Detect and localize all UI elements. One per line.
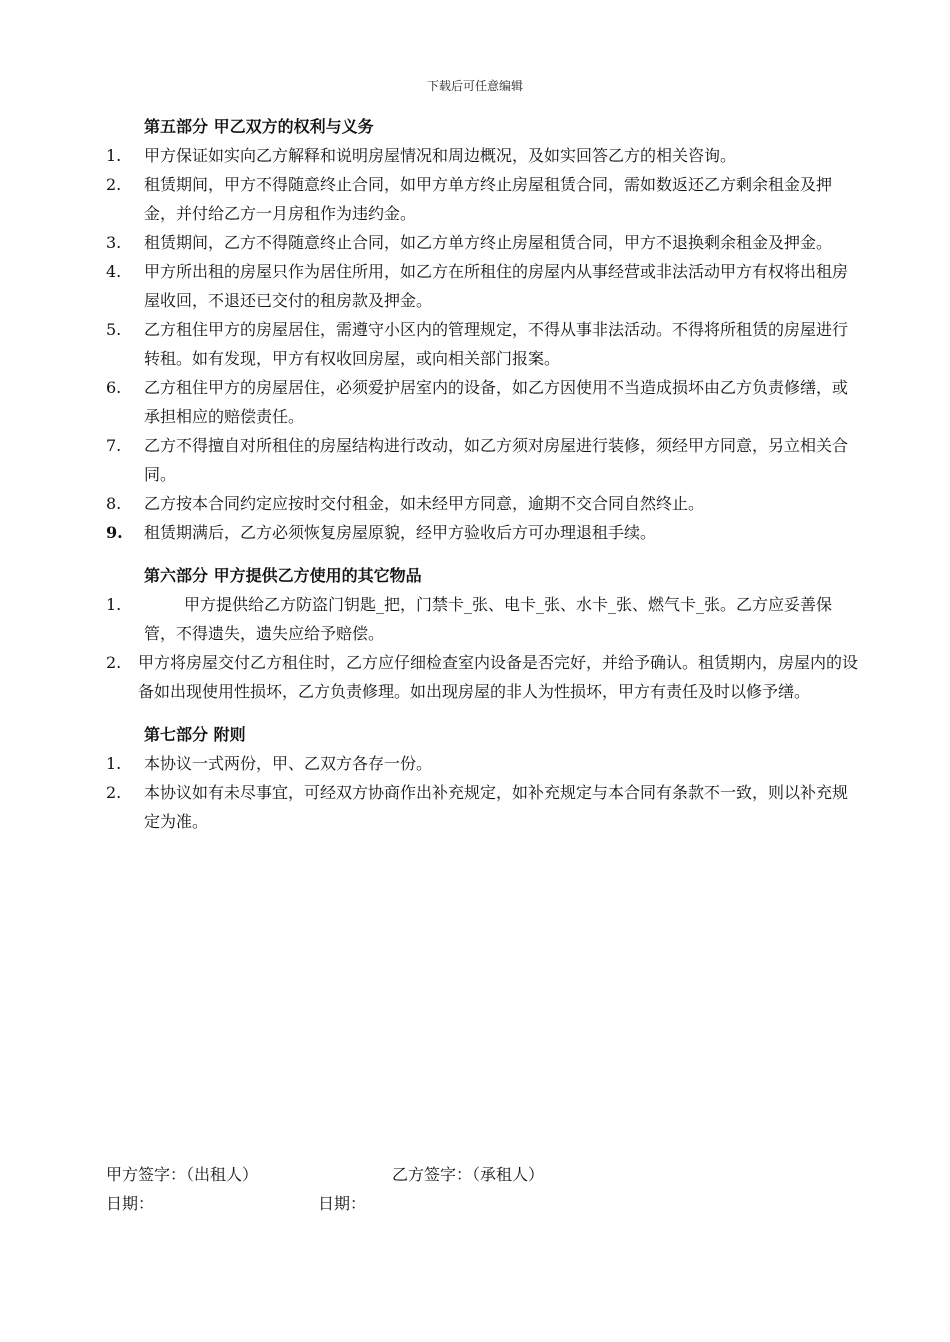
item-number: 1. bbox=[106, 146, 122, 165]
section-5-title: 第五部分 甲乙双方的权利与义务 bbox=[144, 117, 374, 136]
party-b-signature-label: 乙方签字：（承租人） bbox=[392, 1165, 545, 1184]
item-number: 2. bbox=[106, 653, 122, 672]
item-text: 甲方保证如实向乙方解释和说明房屋情况和周边概况，及如实回答乙方的相关咨询。 bbox=[144, 146, 737, 165]
item-text: 甲方所出租的房屋只作为居住所用，如乙方在所租住的房屋内从事经营或非法活动甲方有权将出租房屋收回，不退还已交付的租房款及押金。 bbox=[144, 262, 849, 310]
item-number: 4. bbox=[106, 262, 122, 281]
section-spacer bbox=[106, 547, 862, 561]
section-6-title: 第六部分 甲方提供乙方使用的其它物品 bbox=[144, 566, 422, 585]
item-number: 1. bbox=[106, 754, 122, 773]
list-item bbox=[106, 648, 862, 706]
item-number: 2. bbox=[106, 783, 122, 802]
party-b-date-label: 日期： bbox=[318, 1194, 367, 1213]
signature-block bbox=[106, 1160, 806, 1218]
list-item bbox=[106, 431, 862, 489]
list-item bbox=[106, 257, 862, 315]
item-number: 7. bbox=[106, 436, 122, 455]
date-row bbox=[106, 1189, 806, 1218]
party-a-date-label: 日期： bbox=[106, 1194, 155, 1213]
item-text: 甲方提供给乙方防盗门钥匙_把，门禁卡_张、电卡_张、水卡_张、燃气卡_张。乙方应妥善保管，不得遗失，遗失应给予赔偿。 bbox=[144, 595, 833, 643]
list-item bbox=[106, 141, 862, 170]
list-item bbox=[106, 170, 862, 228]
item-text: 本协议如有未尽事宜，可经双方协商作出补充规定，如补充规定与本合同有条款不一致，则以补充规定为准。 bbox=[144, 783, 849, 831]
section-spacer bbox=[106, 706, 862, 720]
item-text: 乙方不得擅自对所租住的房屋结构进行改动，如乙方须对房屋进行装修，须经甲方同意，另立相关合同。 bbox=[144, 436, 849, 484]
item-number: 3. bbox=[106, 233, 122, 252]
item-number: 9. bbox=[106, 523, 123, 542]
list-item bbox=[106, 518, 862, 547]
signature-row bbox=[106, 1160, 806, 1189]
list-item bbox=[106, 590, 862, 648]
item-number: 1. bbox=[106, 595, 122, 614]
item-text: 甲方将房屋交付乙方租住时，乙方应仔细检查室内设备是否完好，并给予确认。租赁期内，房屋内的设备如出现使用性损坏，乙方负责修理。如出现房屋的非人为性损坏，甲方有责任及时以修予缮。 bbox=[138, 653, 859, 701]
list-item bbox=[106, 489, 862, 518]
item-text: 租赁期间，甲方不得随意终止合同，如甲方单方终止房屋租赁合同，需如数返还乙方剩余租金及押金，并付给乙方一月房租作为违约金。 bbox=[144, 175, 833, 223]
header-note: 下载后可任意编辑 bbox=[426, 79, 523, 93]
item-number: 8. bbox=[106, 494, 122, 513]
list-item bbox=[106, 315, 862, 373]
list-item bbox=[106, 749, 862, 778]
party-a-signature-label: 甲方签字：（出租人） bbox=[106, 1165, 259, 1184]
item-number: 2. bbox=[106, 175, 122, 194]
list-item bbox=[106, 373, 862, 431]
item-number: 6. bbox=[106, 378, 122, 397]
list-item bbox=[106, 778, 862, 836]
item-text: 本协议一式两份，甲、乙双方各存一份。 bbox=[144, 754, 433, 773]
section-7-title: 第七部分 附则 bbox=[144, 725, 246, 744]
item-number: 5. bbox=[106, 320, 122, 339]
document-body bbox=[106, 112, 862, 836]
item-text: 乙方租住甲方的房屋居住，必须爱护居室内的设备，如乙方因使用不当造成损坏由乙方负责修缮，或承担相应的赔偿责任。 bbox=[144, 378, 849, 426]
item-text: 乙方按本合同约定应按时交付租金，如未经甲方同意，逾期不交合同自然终止。 bbox=[144, 494, 705, 513]
list-item bbox=[106, 228, 862, 257]
item-text: 租赁期间，乙方不得随意终止合同，如乙方单方终止房屋租赁合同，甲方不退换剩余租金及押金。 bbox=[144, 233, 833, 252]
item-text: 租赁期满后，乙方必须恢复房屋原貌，经甲方验收后方可办理退租手续。 bbox=[144, 523, 657, 542]
item-text: 乙方租住甲方的房屋居住，需遵守小区内的管理规定，不得从事非法活动。不得将所租赁的房屋进行转租。如有发现，甲方有权收回房屋，或向相关部门报案。 bbox=[144, 320, 849, 368]
